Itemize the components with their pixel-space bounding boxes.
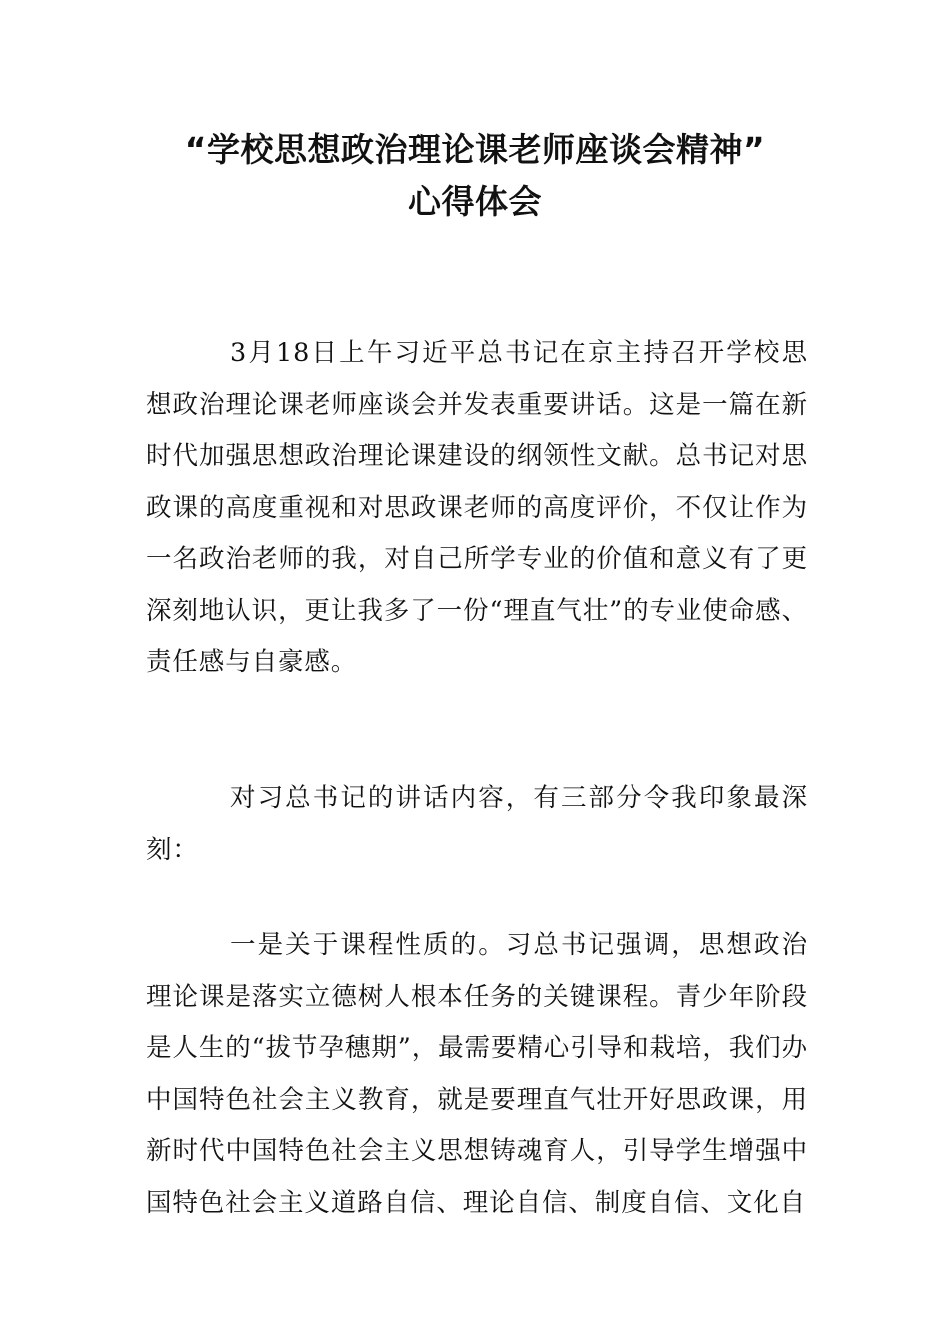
paragraph-course-nature: 一是关于课程性质的。习总书记强调，思想政治理论课是落实立德树人根本任务的关键课程。青少年阶段是人生的“拔节孕穗期”，最需要精心引导和栽培，我们办中国特色社会主义教育，就是要理直气壮开好思政课，用新时代中国特色社会主义思想铸魂育人，引导学生增强中国特色社会主义道路自信、理论自信、制度自信、文化自 (146, 930, 808, 1218)
document-title-line-2: 心得体会 (408, 182, 542, 221)
paragraph-impressions: 对习总书记的讲话内容，有三部分令我印象最深刻： (146, 783, 808, 865)
paragraph-intro: 3月18日上午习近平总书记在京主持召开学校思想政治理论课老师座谈会并发表重要讲话。这是一篇在新时代加强思想政治理论课建设的纲领性文献。总书记对思政课的高度重视和对思政课老师的高度评价，不仅让作为一名政治老师的我，对自己所学专业的价值和意义有了更深刻地认识，更让我多了一份“理直气壮”的专业使命感、责任感与自豪感。 (146, 338, 808, 677)
document-title-line-1: “学校思想政治理论课老师座谈会精神” (184, 130, 766, 169)
